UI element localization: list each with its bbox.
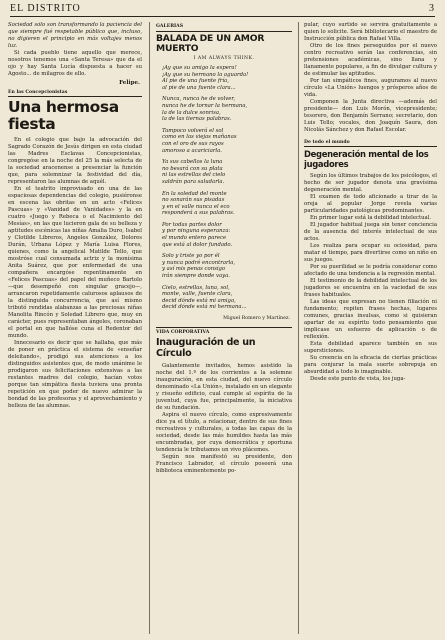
header-rule xyxy=(10,16,435,17)
article-paragraph: Galantemente invitados, hemos asistido la noche del 1.º de los corrientes a la solemne inauguración, en esta ciudad, del nuevo círculo denominado «La Unión», instalado en un elegante y risueño edificio, cual cumple al espíritu de la juventud, cuya fue, principalmente, la iniciativa de su fundación. xyxy=(156,363,292,411)
poem-line: y por ninguna esperanza: xyxy=(162,228,231,235)
poem-line: saldrán para saludarla. xyxy=(162,178,225,185)
poem-line: monte, valle, fuente clara, xyxy=(162,291,233,298)
article-paragraph: Innecesario es decir que se hallaba, que más de poner en práctica el sistema de «enseñar deleitando», prodigó sus atenciones a los distinguidos asistentes que, de modo unánime le prodigaron sus felicitaciones extensivas a las restantes madres del colegio, hacían votos porque tan simpática fiesta tuviera una pronta repetición en que poder de nuevo admirar la bondad de las profesoras y el aprovechamiento y belleza de las alumnas. xyxy=(8,340,142,409)
signature: Felipe. xyxy=(119,80,140,86)
article-paragraph: Componen la Junta directiva —además del presidente— don Luis Morón, vicepresidente; tesorero, don Benjamín Serrano; secretario, don Luis Tello; vocales, don Joaquín Saura, don Nicolás Sánchez y don Rafael Escolar. xyxy=(304,99,437,133)
poem-line: amoroso a acariciarla. xyxy=(162,147,222,154)
page-number: 3 xyxy=(429,3,435,14)
section-kicker: GALERIAS xyxy=(156,24,184,29)
article-paragraph: Según nos manifestó su presidente, don Francisco Labrador, el círculo poseerá una biblioteca eminentemente po- xyxy=(156,454,292,474)
column-divider xyxy=(149,22,150,634)
poem-line: irán siempre donde vaya. xyxy=(162,273,230,280)
poem-stanza xyxy=(156,128,292,154)
intro-paragraph: Si cada pueblo tiene aquello que merece, nosotros tenemos una «Santa Teresa» que da el ojo y hay Santa Lucía dispuesta a hacer su Agosto... de milagros de ello. xyxy=(8,50,142,77)
poem-line: Por todas partes dolor xyxy=(162,221,222,228)
poem-line: Al pie de una fuente fría, xyxy=(162,78,229,85)
poem-stanza xyxy=(156,285,292,311)
poem-line: que está al dolor fundado. xyxy=(162,241,233,248)
poem-line: decid dónde está mi hermana... xyxy=(162,304,247,311)
poem-line: Cielo, estrellas, luna, sol, xyxy=(162,284,230,291)
poem-line: y en el valle nunca el eco xyxy=(162,203,230,210)
article-paragraph: Otro de los fines perseguidos por el nuevo centro recreativo serán las conferencias, sin pretensiones académicas, sino llana y llanamente populares, a fin de divulgar cultura y de estimular las aptitudes. xyxy=(304,43,437,77)
poem-stanza xyxy=(156,65,292,91)
article-paragraph: Las ideas que expresan no tienen filiación ni fundamento; repiten frases hechas, lugares comunes, gracias insulsas, como si quisieran apartar de su espíritu todo pensamiento que implicase un esfuerzo de aplicación o de reflexión. xyxy=(304,299,437,340)
poem-line: y nunca podré encontrarla, xyxy=(162,259,236,266)
poem-line: al pie de una fuente clara... xyxy=(162,84,236,91)
poem-line: En la soledad del monte xyxy=(162,190,227,197)
column-1 xyxy=(8,22,142,636)
newspaper-title: EL DISTRITO xyxy=(10,3,81,14)
poem-line: ¡Ay que su hermano la aguarda! xyxy=(162,71,249,78)
poem-title: BALADA DE UN AMOR MUERTO xyxy=(156,33,265,54)
article-paragraph: En primer lugar está la debilidad intelectual. xyxy=(310,215,432,221)
poem-line: responderá a sus palabras. xyxy=(162,210,235,217)
article-paragraph: En el colegio que bajo la advocación del Sagrado Corazón de Jesús dirigen en esta ciudad las Madres Esclavas Concepcionistas, congregóse en la noche del 25 la más selecta de la sociedad aracenense a presenciar la función que, para solemnizar la festividad del día, representaron las alumnas de aquél. xyxy=(8,137,142,185)
article-paragraph: Los realiza para ocupar su ociosidad, para matar el tiempo, para divertirse como un niño en sus juegos. xyxy=(304,243,437,263)
article-headline: Degeneración mental de los jugadores xyxy=(304,149,429,169)
article-paragraph: Según los últimos trabajos de los psicólogos, el hecho de ser jugador denota una gravísima degeneración mental. xyxy=(304,173,437,193)
rule xyxy=(156,327,292,328)
poem-stanza xyxy=(156,222,292,248)
poem-stanza xyxy=(156,191,292,217)
article-paragraph: En el teatrito improvisado en una de las espaciosas dependencias del colegio, pusiéronse en escena las obritas en un acto «Felices Pascuas» y «Vanidad de Vanidades» y la en cuatro «Juego y Rebeca o el Nacimiento del Mesías», en las que lucieron gala de su belleza y aptitudes escénicas las niñas Amalia Duro, Isabel y Clotilde Libreros, Angeles González, Dolores Durán, Urbana López y María Luisa Flores, quienes, como la angelical Matilde Tello, que mostróse cual consumada actriz y la monísima Anita Suárez, que por enfermedad de una compañera encargóse repentinamente en «Felices Pascuas» del papel del muñeco Bartolo —que desempeñó con singular gracejo—, arrancaron repetidamente calurosos aplausos de la distinguida concurrencia, que así mismo tributó rendidas alabanzas a las preciosas niñas Manolita Rincón y Soledad Librero que, muy en carácter, pues representaban ángeles, coronaban el portal en que hallóse cuna el Redentor del mundo. xyxy=(8,186,142,339)
poem-line: no besará con su plata xyxy=(162,165,223,172)
poem-line: el mundo entero parece xyxy=(162,235,227,242)
article-paragraph: Por tan simpáticos fines, auguramos al nuevo círculo «La Unión» luengos y prósperos años de vida. xyxy=(304,78,437,98)
rule xyxy=(156,31,292,32)
poem-stanza xyxy=(156,159,292,185)
section-kicker: VIDA CORPORATIVA xyxy=(156,330,210,335)
article-headline: Una hermosa fiesta xyxy=(8,98,119,133)
poem-line: decid dónde está mi amiga, xyxy=(162,297,236,304)
poem-line: Solo y triste yo por él xyxy=(162,253,220,260)
poem-stanza xyxy=(156,96,292,122)
poem-line: nunca he de tornar la hermana, xyxy=(162,102,248,109)
poem-line: como en las viejas mañanas xyxy=(162,134,237,141)
intro-paragraph: Sociedad sólo son transformando la paciencia del que siempre fué respetable público que, incluso, no digieren el principio en más voltajes menos luz. xyxy=(8,22,142,49)
poem-line: ¡Ay que su amigo la espera! xyxy=(162,65,237,71)
article-paragraph: pular, cuyo surtido se servirá gratuitamente a quien lo solicite. Será bibliotecario el maestro de Instrucción pública don Rafael Villa. xyxy=(304,22,437,42)
section-kicker: En las Concepcionistas xyxy=(8,90,142,97)
article-paragraph: Aspira el nuevo círculo, como expresivamente dice ya el título, a relacionar, dentro de sus fines recreativos y culturales, a todas las capas de la sociedad, desde las más humildes hasta las más encumbradas, por cuya democrática y oportuna tendencia le tributamos un vivo plácemes. xyxy=(156,412,292,453)
poem-line: Ya sus cabellos la luna xyxy=(162,159,223,166)
column-2 xyxy=(156,22,292,636)
poem-line: con el oro de sus rayos xyxy=(162,140,224,147)
column-3 xyxy=(304,22,437,636)
article-paragraph: Por su puerilidad se le podría considerar como afectado de una tendencia a la regresión mental. xyxy=(304,264,437,277)
poem-line: Nunca, nunca he de volver, xyxy=(162,96,236,103)
poem-stanza xyxy=(156,253,292,279)
poem-line: la de la dulce sonrisa, xyxy=(162,109,221,116)
poem-line: y así mis penas consigo xyxy=(162,266,226,273)
article-paragraph: El jugador habitual juega sin tener conciencia de la ausencia del interés intelectual de sus actos. xyxy=(304,222,437,242)
page-header xyxy=(10,3,435,17)
article-body xyxy=(304,173,437,383)
poem-line: ni las estrellas del cielo xyxy=(162,172,226,179)
article-paragraph: Esta debilidad aparece también en sus supersticiones. xyxy=(304,341,437,354)
column-divider xyxy=(298,22,299,634)
poem-line: la de las tiernas palabras. xyxy=(162,116,232,123)
article-paragraph: Desde este punto de vista, los juga- xyxy=(310,376,406,382)
poem-line: Tampoco volverá el sol xyxy=(162,127,224,134)
poem-body xyxy=(156,65,292,311)
poem-line: no sonarán sus pisadas xyxy=(162,197,225,204)
article-paragraph: El examen de todo aficionado a tirar de la oreja al popular Jorge revela varias particularidades patológicas predominantes. xyxy=(304,194,437,214)
section-kicker: De todo el mundo xyxy=(304,140,437,147)
article-paragraph: Su creencia en la eficacia de ciertas prácticas para conjurar la mala suerte sobrepuja en absurdidad a todo lo imaginable. xyxy=(304,355,437,375)
poem-dedication: I AM ALWAYS THINK. xyxy=(193,56,255,61)
article-paragraph: El testimonio de la debilidad intelectual de los jugadores se encuentra en la vaciedad de sus frases habituales. xyxy=(304,278,437,298)
poem-author: Miguel Romero y Martínez. xyxy=(223,316,290,321)
article-headline: Inauguración de un Círculo xyxy=(156,337,256,359)
